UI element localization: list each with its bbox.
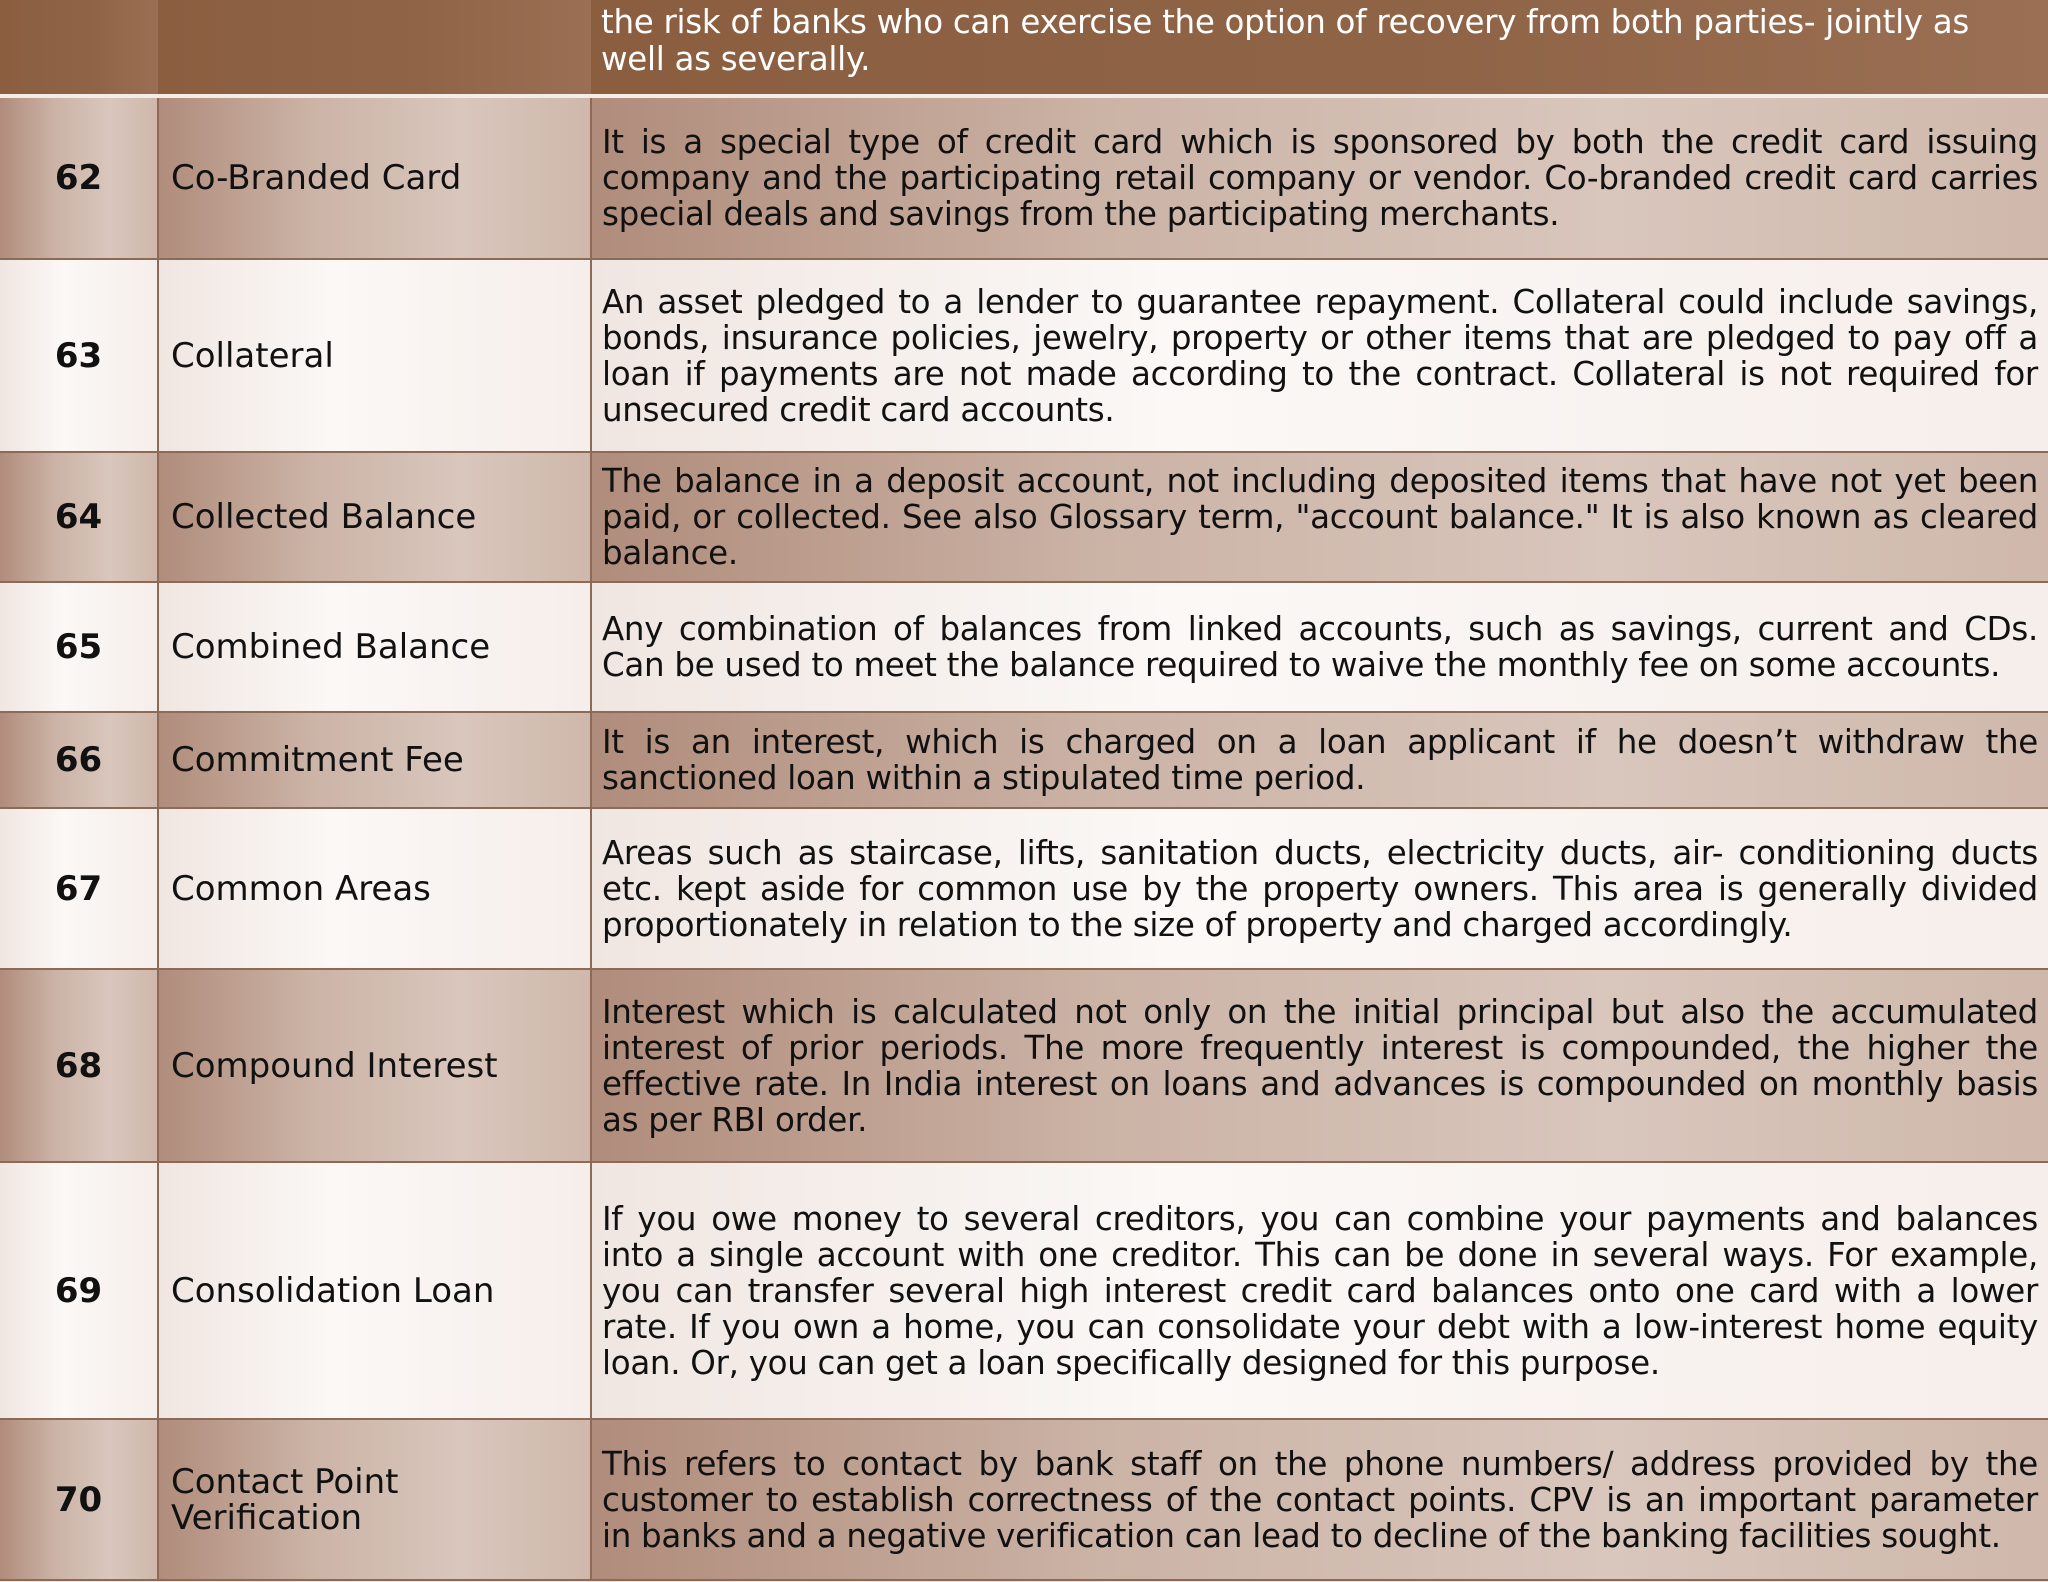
- entry-number: 65: [0, 582, 158, 712]
- entry-term: Combined Balance: [158, 582, 591, 712]
- entry-number: 69: [0, 1162, 158, 1419]
- continuation-definition: the risk of banks who can exercise the option of recovery from both parties- jointly as well as severally.: [591, 0, 2048, 96]
- entry-term: Collected Balance: [158, 452, 591, 582]
- entry-term: Contact Point Verification: [158, 1419, 591, 1580]
- entry-definition: If you owe money to several creditors, you can combine your payments and balances into a single account with one creditor. This can be done in several ways. For example, you can transfer several high interest credit card balances onto one card with a lower rate. If you own a home, you can consolidate your debt with a low-interest home equity loan. Or, you can get a loan specifically designed for this purpose.: [591, 1162, 2048, 1419]
- entry-number: 66: [0, 712, 158, 808]
- continuation-number-cell: [0, 0, 158, 96]
- table-row: [0, 259, 2048, 452]
- entry-definition: It is a special type of credit card which is sponsored by both the credit card issuing company and the participating retail company or vendor. Co-branded credit card carries special deals and savings from the participating merchants.: [591, 96, 2048, 259]
- entry-definition: An asset pledged to a lender to guarantee repayment. Collateral could include savings, bonds, insurance policies, jewelry, property or other items that are pledged to pay off a loan if payments are not made according to the contract. Collateral is not required for unsecured credit card accounts.: [591, 259, 2048, 452]
- entry-number: 63: [0, 259, 158, 452]
- table-row: [0, 1162, 2048, 1419]
- table-row: [0, 1419, 2048, 1580]
- entry-number: 68: [0, 969, 158, 1162]
- continuation-row: [0, 0, 2048, 96]
- table-row: [0, 969, 2048, 1162]
- entry-number: 70: [0, 1419, 158, 1580]
- entry-term: Consolidation Loan: [158, 1162, 591, 1419]
- entry-definition: The balance in a deposit account, not including deposited items that have not yet been paid, or collected. See also Glossary term, "account balance." It is also known as cleared balance.: [591, 452, 2048, 582]
- continuation-term-cell: [158, 0, 591, 96]
- entry-term: Commitment Fee: [158, 712, 591, 808]
- entry-number: 67: [0, 808, 158, 969]
- table-row: [0, 808, 2048, 969]
- entry-definition: This refers to contact by bank staff on the phone numbers/ address provided by the customer to establish correctness of the contact points. CPV is an important parameter in banks and a negative verification can lead to decline of the banking facilities sought.: [591, 1419, 2048, 1580]
- table-row: [0, 96, 2048, 259]
- entry-definition: Areas such as staircase, lifts, sanitation ducts, electricity ducts, air- conditioning ducts etc. kept aside for common use by the property owners. This area is generally divided proportionately in relation to the size of property and charged accordingly.: [591, 808, 2048, 969]
- entry-term: Compound Interest: [158, 969, 591, 1162]
- table-row: [0, 582, 2048, 712]
- entry-term: Collateral: [158, 259, 591, 452]
- table-row: [0, 712, 2048, 808]
- entry-number: 64: [0, 452, 158, 582]
- entry-definition: It is an interest, which is charged on a loan applicant if he doesn’t withdraw the sanctioned loan within a stipulated time period.: [591, 712, 2048, 808]
- entry-number: 62: [0, 96, 158, 259]
- entry-term: Co-Branded Card: [158, 96, 591, 259]
- entry-definition: Any combination of balances from linked accounts, such as savings, current and CDs. Can be used to meet the balance required to waive the monthly fee on some accounts.: [591, 582, 2048, 712]
- entry-term: Common Areas: [158, 808, 591, 969]
- entry-definition: Interest which is calculated not only on the initial principal but also the accumulated interest of prior periods. The more frequently interest is compounded, the higher the effective rate. In India interest on loans and advances is compounded on monthly basis as per RBI order.: [591, 969, 2048, 1162]
- table-row: [0, 452, 2048, 582]
